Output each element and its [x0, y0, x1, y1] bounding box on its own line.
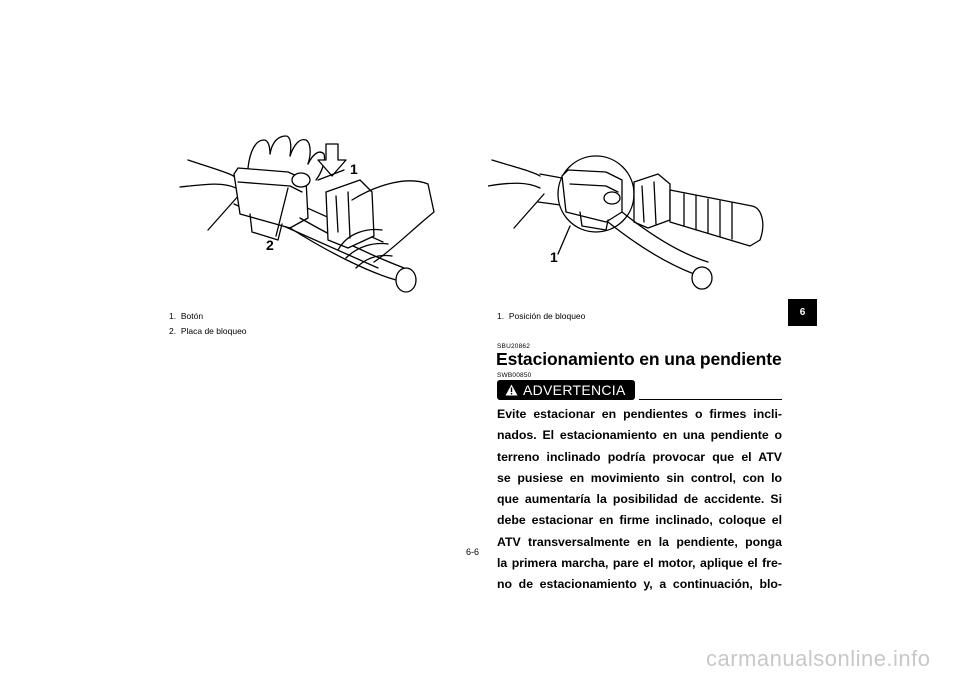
page-number: 6-6 — [466, 547, 480, 557]
warning-rule — [639, 380, 782, 400]
handlebar-illustration-2 — [488, 150, 778, 300]
warning-label-box — [497, 380, 635, 400]
caption-text-placa: Placa de bloqueo — [180, 326, 247, 336]
warning-code: SWB00850 — [497, 372, 532, 379]
warning-line: debe estacionar en firme inclinado, coloque el — [497, 513, 782, 528]
caption-left — [169, 309, 247, 339]
figure-lock-position — [488, 150, 778, 300]
caption-text-posicion: Posición de bloqueo — [508, 311, 586, 321]
callout-1: 1 — [550, 249, 558, 265]
warning-text — [497, 404, 782, 596]
warning-line: no de estacionamiento y, a continuación, blo- — [497, 577, 782, 592]
section-title: Estacionamiento en una pendiente — [496, 349, 782, 369]
warning-label: ADVERTENCIA — [523, 382, 626, 398]
callout-2: 2 — [266, 237, 274, 253]
warning-line: ATV transversalmente en la pendiente, ponga — [497, 534, 782, 549]
caption-item: 1. Posición de bloqueo — [497, 311, 586, 321]
warning-line: nados. El estacionamiento en una pendiente o — [497, 428, 782, 443]
warning-line: terreno inclinado podría provocar que el ATV — [497, 449, 782, 464]
figure-button-lock-plate — [178, 132, 438, 302]
caption-item: 1. Botón — [169, 311, 204, 321]
callout-1: 1 — [350, 161, 358, 177]
section-code: SBU20862 — [497, 343, 531, 350]
warning-line: Evite estacionar en pendientes o firmes incli- — [497, 407, 782, 421]
warning-triangle-icon — [505, 384, 518, 396]
warning-line: que aumentaría la posibilidad de accidente. Si — [497, 492, 782, 507]
warning-line: la primera marcha, pare el motor, aplique el fre- — [497, 556, 782, 571]
caption-text-boton: Botón — [180, 311, 204, 321]
warning-line: se pusiese en movimiento sin control, con lo — [497, 470, 782, 485]
warning-header — [497, 380, 782, 400]
watermark: carmanualsonline.info — [706, 646, 931, 671]
chapter-tab-label: 6 — [799, 307, 806, 318]
caption-item: 2. Placa de bloqueo — [169, 326, 247, 336]
chapter-tab — [788, 299, 817, 326]
handlebar-illustration-1 — [178, 132, 438, 302]
caption-right — [497, 309, 585, 324]
